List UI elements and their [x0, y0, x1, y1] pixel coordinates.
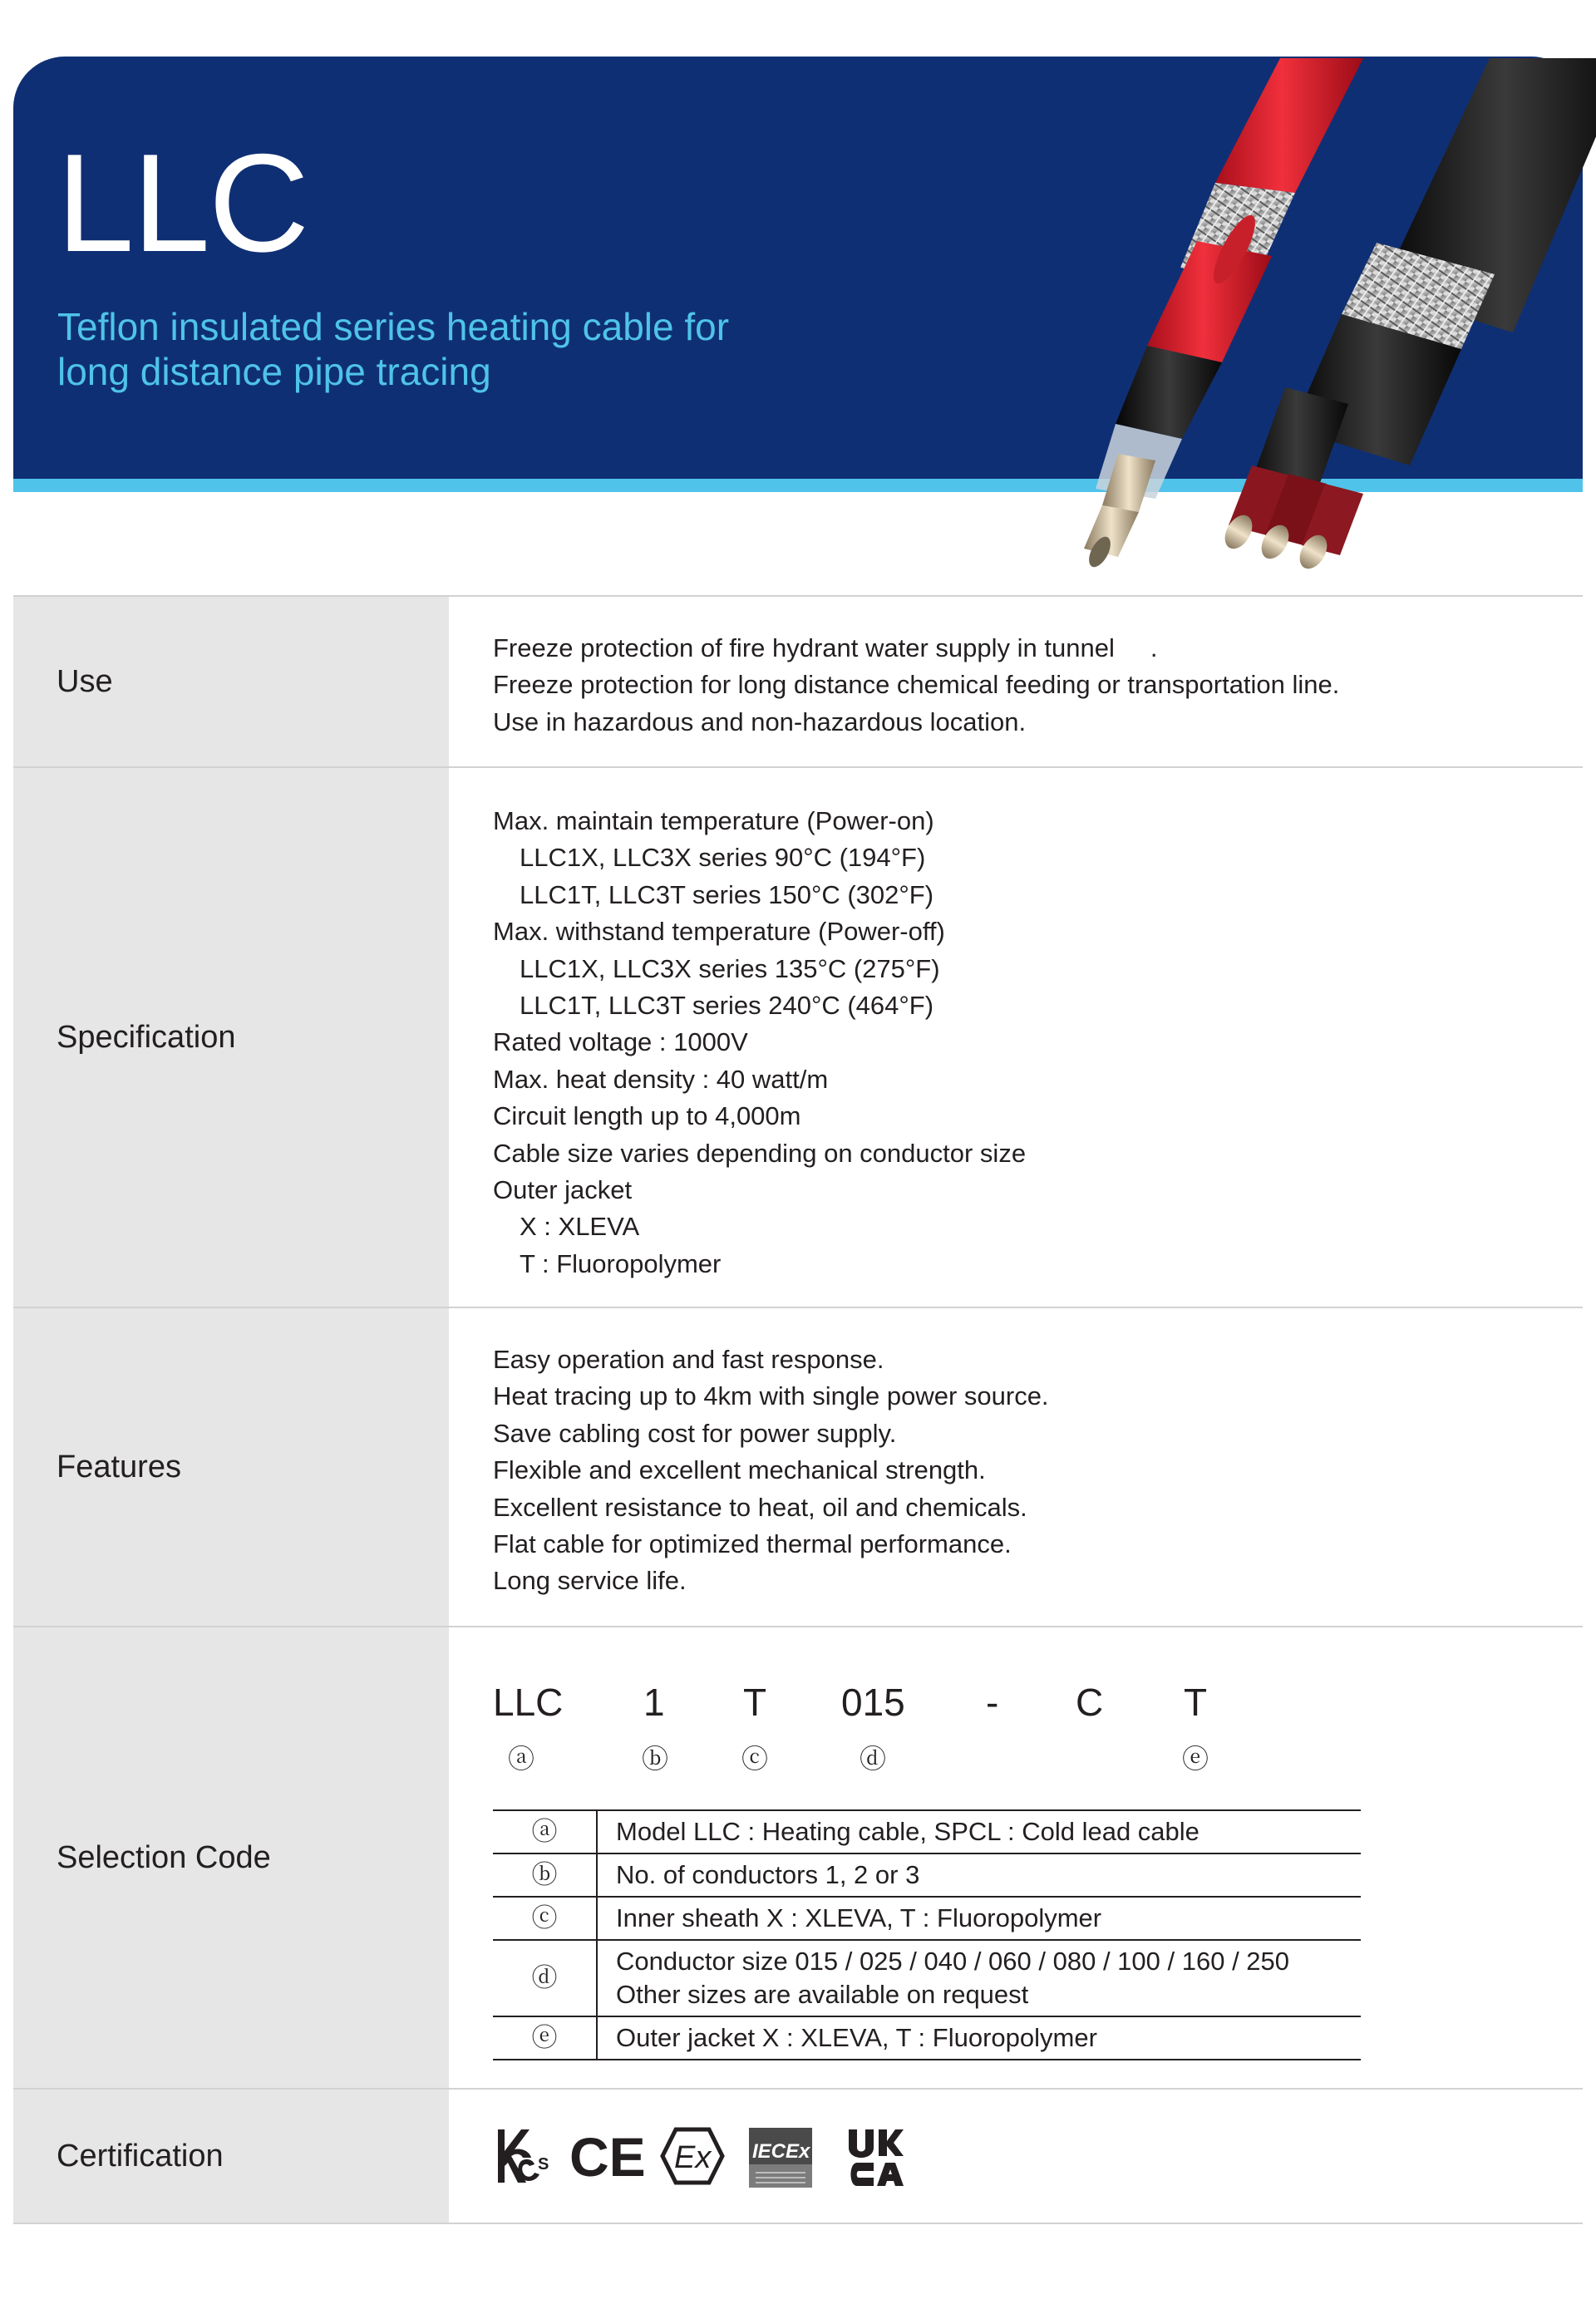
legend-value: [597, 2016, 1361, 2060]
row-label-cell: [13, 1308, 449, 1626]
row-label-cell: [13, 768, 449, 1307]
row-certification: [13, 2088, 1583, 2224]
code-part-c: C: [1076, 1681, 1104, 1724]
row-label-specification: Specification: [57, 1019, 236, 1055]
legend-value-line: Other sizes are available on request: [616, 1980, 1029, 2009]
legend-key: ⓒ: [493, 1897, 597, 1940]
ex-mark-text: Ex: [674, 2140, 712, 2175]
spec-item: Max. withstand temperature (Power-off): [493, 917, 945, 947]
ex-mark-icon: [659, 2126, 726, 2186]
row-label-features: Features: [57, 1449, 181, 1484]
spec-item: Max. heat density : 40 watt/m: [493, 1064, 829, 1094]
use-item: Freeze protection of fire hydrant water supply in tunnel .: [493, 633, 1158, 662]
kcs-mark-icon: [493, 2126, 548, 2186]
subtitle-line: Teflon insulated series heating cable for: [57, 305, 730, 348]
table-row: [493, 1853, 1361, 1897]
legend-key: ⓔ: [493, 2016, 597, 2060]
use-item: Use in hazardous and non-hazardous location.: [493, 706, 1027, 736]
code-part-outer-jacket: T: [1184, 1681, 1208, 1724]
legend-value: [597, 1853, 1361, 1897]
iecex-mark-icon: [747, 2126, 814, 2189]
table-row: [493, 1940, 1361, 2016]
specification-list: [493, 803, 1026, 1282]
spec-subitem: LLC1T, LLC3T series 240°C (464°F): [520, 991, 934, 1021]
row-label-selection-code: Selection Code: [57, 1839, 271, 1875]
table-row: [493, 1810, 1361, 1853]
spec-item: Cable size varies depending on conductor size: [493, 1138, 1027, 1168]
feature-item: Easy operation and fast response.: [493, 1345, 884, 1374]
code-part-inner-sheath: T: [743, 1681, 767, 1724]
legend-key: ⓑ: [493, 1853, 597, 1897]
ukca-mark-icon: [845, 2126, 905, 2189]
code-part-dash: -: [986, 1681, 999, 1724]
code-mark-b: ⓑ: [642, 1744, 669, 1774]
subtitle-line: long distance pipe tracing: [57, 350, 491, 393]
iecex-mark-text: IECEx: [752, 2140, 810, 2163]
row-specification: [13, 766, 1583, 1307]
spec-subitem: LLC1X, LLC3X series 90°C (194°F): [520, 843, 926, 873]
ce-mark-text: CE: [569, 2126, 646, 2188]
spec-table: [13, 595, 1583, 2224]
row-label-use: Use: [57, 663, 113, 699]
legend-value-line: Outer jacket X : XLEVA, T : Fluoropolymer: [616, 2023, 1097, 2052]
feature-item: Save cabling cost for power supply.: [493, 1418, 897, 1448]
use-item: Freeze protection for long distance chemical feeding or transportation line.: [493, 670, 1340, 700]
code-mark-c: ⓒ: [741, 1744, 769, 1774]
legend-value-line: No. of conductors 1, 2 or 3: [616, 1860, 920, 1889]
features-list: [493, 1341, 1049, 1600]
legend-value-line: Inner sheath X : XLEVA, T : Fluoropolymer: [616, 1903, 1102, 1932]
spec-subitem: LLC1X, LLC3X series 135°C (275°F): [520, 953, 940, 983]
feature-item: Flexible and excellent mechanical strength.: [493, 1455, 986, 1485]
ukca-mark-text: UKCA: [845, 2126, 848, 2127]
legend-key: ⓓ: [493, 1940, 597, 2016]
row-content-certification: [449, 2090, 1583, 2223]
product-title: LLC: [57, 125, 308, 281]
spec-subitem: T : Fluoropolymer: [520, 1248, 722, 1278]
spec-item: Outer jacket: [493, 1175, 633, 1205]
table-row: [493, 1897, 1361, 1940]
row-content-specification: [449, 768, 1583, 1307]
row-label-certification: Certification: [57, 2138, 224, 2173]
feature-item: Long service life.: [493, 1566, 687, 1596]
legend-key: ⓐ: [493, 1810, 597, 1853]
ce-mark-icon: [569, 2126, 646, 2188]
feature-item: Heat tracing up to 4km with single power source.: [493, 1381, 1049, 1411]
code-mark-d: ⓓ: [860, 1744, 887, 1774]
code-part-size: 015: [841, 1681, 905, 1724]
spec-item: Max. maintain temperature (Power-on): [493, 806, 934, 835]
product-subtitle: [57, 304, 805, 394]
legend-value: [597, 1897, 1361, 1940]
legend-value-line: Conductor size 015 / 025 / 040 / 060 / 080 / 100 / 160 / 250: [616, 1947, 1290, 1976]
code-mark-e: ⓔ: [1182, 1744, 1209, 1774]
use-list: [493, 630, 1339, 741]
legend-value: [597, 1810, 1361, 1853]
spec-subitem: X : XLEVA: [520, 1212, 640, 1242]
selection-code-legend-table: [493, 1809, 1361, 2060]
kcs-mark-text: S: [538, 2155, 549, 2173]
table-row: [493, 2016, 1361, 2060]
feature-item: Excellent resistance to heat, oil and chemicals.: [493, 1492, 1027, 1522]
row-label-cell: [13, 1627, 449, 2088]
feature-item: Flat cable for optimized thermal performance.: [493, 1529, 1012, 1559]
row-features: [13, 1307, 1583, 1626]
cable-product-photo: [790, 50, 1496, 582]
code-mark-a: ⓐ: [508, 1744, 535, 1774]
legend-value: [597, 1940, 1361, 2016]
row-use: [13, 595, 1583, 766]
row-content-selection-code: [449, 1627, 1583, 2088]
row-label-cell: [13, 597, 449, 766]
legend-value-line: Model LLC : Heating cable, SPCL : Cold lead cable: [616, 1817, 1199, 1846]
row-selection-code: [13, 1626, 1583, 2088]
row-content-features: [449, 1308, 1583, 1626]
spec-item: Rated voltage : 1000V: [493, 1027, 748, 1057]
code-part-conductors: 1: [643, 1681, 665, 1724]
row-content-use: [449, 597, 1583, 766]
code-part-model: LLC: [493, 1681, 564, 1724]
spec-subitem: LLC1T, LLC3T series 150°C (302°F): [520, 879, 934, 909]
spec-item: Circuit length up to 4,000m: [493, 1101, 801, 1131]
row-label-cell: [13, 2090, 449, 2223]
